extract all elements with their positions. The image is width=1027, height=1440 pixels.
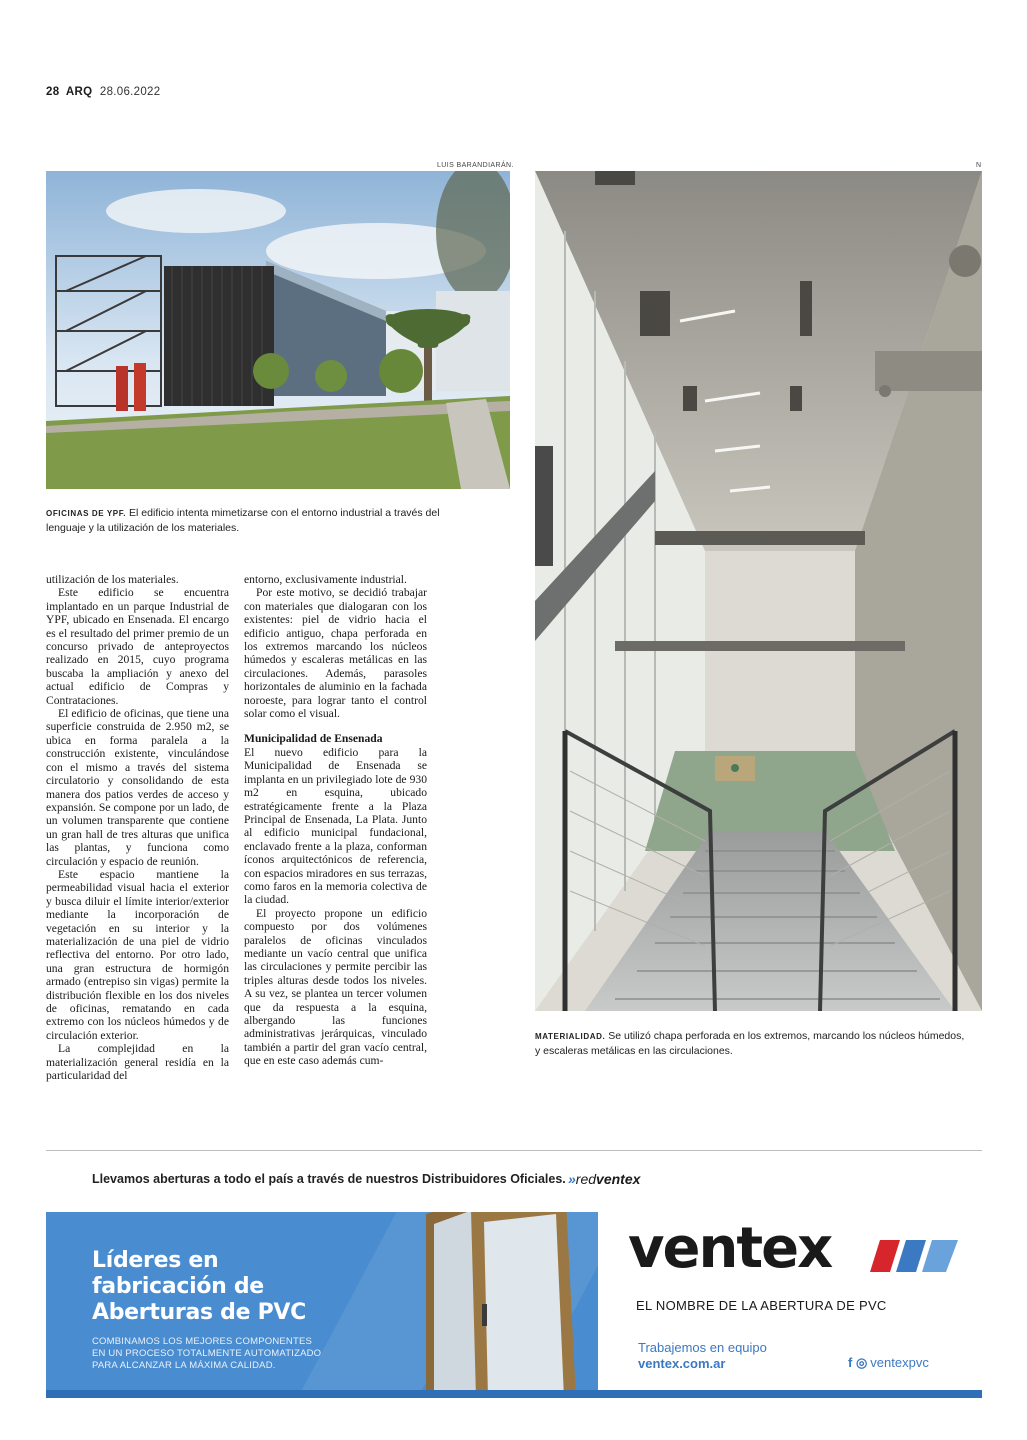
ad-top-line: Llevamos aberturas a todo el país a través de nuestros Distribuidores Oficiales. <box>92 1172 566 1186</box>
photo-ypf-offices <box>46 171 510 489</box>
redventex-logo <box>568 1171 640 1187</box>
caption-lead: OFICINAS DE YPF. <box>46 509 127 518</box>
paragraph: Este espacio mantiene la permeabilidad visual hacia el exterior y busca diluir el límite interior/exterior mediante la incorporación de vegetación en su interior y la materialización de una piel de vidrio reflectiva del entorno. Por otro lado, una gran estructura de hormigón armado (entrepiso sin vigas) permite la distribución flexible en los dos niveles de oficinas, rematando en cada extremo con los núcleos húmedos y de circulación exterior. <box>46 867 229 1042</box>
ventex-contact <box>638 1340 767 1372</box>
subtext-line: EN UN PROCESO TOTALMENTE AUTOMATIZADO <box>92 1348 322 1359</box>
ad-bottom-bar <box>46 1390 982 1398</box>
subheading: Municipalidad de Ensenada <box>244 732 383 746</box>
photo-credit-left: LUIS BARANDIARÁN. <box>437 162 514 169</box>
photo-caption-ypf <box>46 506 476 535</box>
facebook-instagram-icons: f ◎ <box>848 1355 868 1370</box>
website-link[interactable]: ventex.com.ar <box>638 1356 726 1371</box>
paragraph: Por este motivo, se decidió trabajar con materiales que dialogaran con los existentes: piel de vidrio hacia el edificio antiguo, chapa perforada en los extremos marcando los núcleos húmedos y escaleras metálicas en las circulaciones. Además, parasoles horizontales de aluminio en la fachada noroeste, para lograr tanto el control solar como el visual. <box>244 586 427 721</box>
ad-subtext <box>92 1336 321 1372</box>
ad-divider <box>46 1150 982 1151</box>
caption-text: Se utilizó chapa perforada en los extremos, marcando los núcleos húmedos, y escaleras metálicas en las circulaciones. <box>535 1030 965 1057</box>
headline-line: fabricación de <box>92 1274 264 1299</box>
redventex-brand: ventex <box>596 1171 641 1187</box>
ventex-tagline: EL NOMBRE DE LA ABERTURA DE PVC <box>636 1298 887 1313</box>
paragraph: El proyecto propone un edificio compuesto por dos volúmenes paralelos de oficinas vinculados mediante un vacío central que unifica las circulaciones y permite percibir las triples alturas desde todos los niveles. A su vez, se plantea un tercer volumen que da respuesta a la esquina, albergando las funciones administrativas jerárquicas, vinculado también a partir del gran vacío central, que en este caso además cum- <box>244 906 427 1068</box>
ventex-logo: ventex <box>628 1216 832 1281</box>
article-column-1 <box>46 573 229 1082</box>
headline-line: Aberturas de PVC <box>92 1300 306 1325</box>
issue-date: 28.06.2022 <box>99 86 161 98</box>
caption-text: El edificio intenta mimetizarse con el entorno industrial a través del lenguaje y la utilización de los materiales. <box>46 507 440 534</box>
paragraph: utilización de los materiales. <box>46 573 179 586</box>
subtext-line: PARA ALCANZAR LA MÁXIMA CALIDAD. <box>92 1360 276 1371</box>
team-text: Trabajemos en equipo <box>638 1340 767 1355</box>
section-name: ARQ <box>65 86 93 98</box>
caption-lead: MATERIALIDAD. <box>535 1032 606 1041</box>
subtext-line: COMBINAMOS LOS MEJORES COMPONENTES <box>92 1336 313 1347</box>
headline-line: Líderes en <box>92 1248 219 1273</box>
paragraph: La complejidad en la materialización general residía en la particularidad del <box>46 1042 229 1083</box>
ad-brand-panel <box>598 1212 982 1398</box>
paragraph: El edificio de oficinas, que tiene una superficie construida de 2.950 m2, se ubica en forma paralela a la construcción existente, vinculándose con el mismo a través del sistema circulatorio y consolidando de esta manera dos patios verdes de acceso y expansión. Se compone por un lado, de un volumen transparente que contiene un gran hall de tres alturas que unifica las plantas, y funciona como circulación y espacio de reunión. <box>46 707 229 868</box>
page-number: 28 <box>46 86 60 98</box>
ventex-chevron-icon <box>870 1232 960 1276</box>
paragraph: El nuevo edificio para la Municipalidad de Ensenada se implanta en un privilegiado lote de 930 m2 en esquina, ubicado estratégicamente frente a la Plaza Principal de Ensenada, La Plata. Junto al edificio municipal fundacional, enclavado frente a la plaza, conforman íconos arquitectónicos de referencia, con espacios miradores en sus terrazas, como faros en la memoria colectiva de la ciudad. <box>244 745 427 907</box>
social-handle[interactable] <box>848 1355 929 1371</box>
chevron-icon: » <box>568 1171 576 1187</box>
photo-interior-stair <box>535 171 982 1011</box>
redventex-prefix: red <box>575 1171 597 1187</box>
handle-text: ventexpvc <box>870 1355 929 1370</box>
page-header <box>46 86 160 98</box>
ad-headline <box>92 1248 306 1326</box>
paragraph: Este edificio se encuentra implantado en un parque Industrial de YPF, ubicado en Ensenada. El encargo es el resultado del primer premio de un concurso privado de anteproyectos realizado en 2015, cuyo programa buscaba la ampliación y anexo del actual edificio de Compras y Contrataciones. <box>46 586 229 707</box>
paragraph: entorno, exclusivamente industrial. <box>244 573 407 586</box>
pvc-window-illustration <box>416 1212 586 1398</box>
article-column-2 <box>244 573 427 1068</box>
photo-credit-right: N <box>976 162 982 169</box>
photo-caption-materialidad <box>535 1029 965 1058</box>
ad-blue-panel <box>46 1212 598 1398</box>
